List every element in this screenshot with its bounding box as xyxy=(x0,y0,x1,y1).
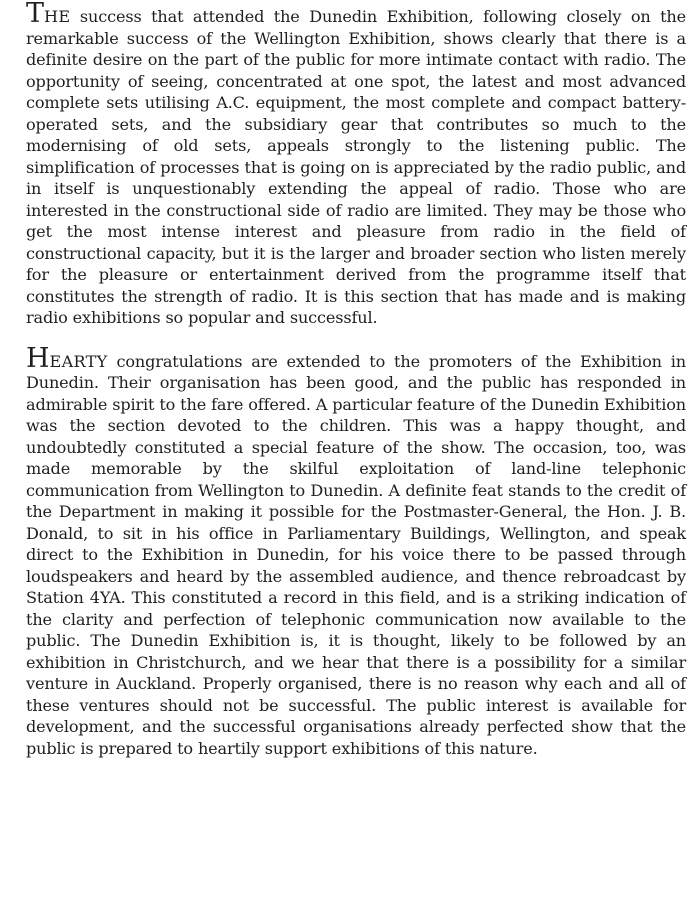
lead-word: HE xyxy=(44,7,71,26)
paragraph-body: congratulations are extended to the promoters of the Exhibition in Dunedin. Their organisation has been good, and the public has responded in admirable spirit to the fare offered. A particular feature of the Dunedin Exhibition was the section devoted to the children. This was a happy thought, and undoubtedly constituted a special feature of the show. The occasion, too, was made memorable by the skilful exploitation of land-line telephonic communication from Wellington to Dunedin. A definite feat stands to the credit of the Department in making it possible for the Postmaster-General, the Hon. J. B. Donald, to sit in his office in Parliamentary Buildings, Wellington, and speak direct to the Exhibition in Dunedin, for his voice there to be passed through loudspeakers and heard by the assembled audience, and thence rebroadcast by Station 4YA. This constituted a record in this field, and is a striking indication of the clarity and perfection of telephonic communication now available to the public. The Dunedin Exhibition is, it is thought, likely to be followed by an exhibition in Christchurch, and we hear that there is a possibility for a similar venture in Auckland. Properly organised, there is no reason why each and all of these ventures should not be successful. The public interest is available for development, and the successful organisations already perfected show that the public is prepared to heartily support exhibitions of this nature. xyxy=(26,351,686,758)
paragraph-body: success that attended the Dunedin Exhibition, following closely on the remarkable success of the Wellington Exhibition, shows clearly that there is a definite desire on the part of the public for more intimate contact with radio. The opportunity of seeing, concentrated at one spot, the latest and most advanced complete sets utilising A.C. equipment, the most complete and compact battery-operated sets, and the subsidiary gear that contributes so much to the modernising of old sets, appeals strongly to the listening public. The simplification of processes that is going on is appreciated by the radio public, and in itself is unquestionably extending the appeal of radio. Those who are interested in the constructional side of radio are limited. They may be those who get the most intense interest and pleasure from radio in the field of constructional capacity, but it is the larger and broader section who listen merely for the pleasure or entertainment derived from the programme itself that constitutes the strength of radio. It is this section that has made and is making radio exhibitions so popular and successful. xyxy=(26,7,686,327)
paragraph-congratulations xyxy=(26,342,686,760)
lead-word: EARTY xyxy=(49,351,108,371)
drop-cap-letter: T xyxy=(26,0,45,29)
paragraph-spacer xyxy=(26,329,686,351)
drop-cap-letter: H xyxy=(26,342,50,374)
paragraph-exhibition-success xyxy=(26,0,686,329)
